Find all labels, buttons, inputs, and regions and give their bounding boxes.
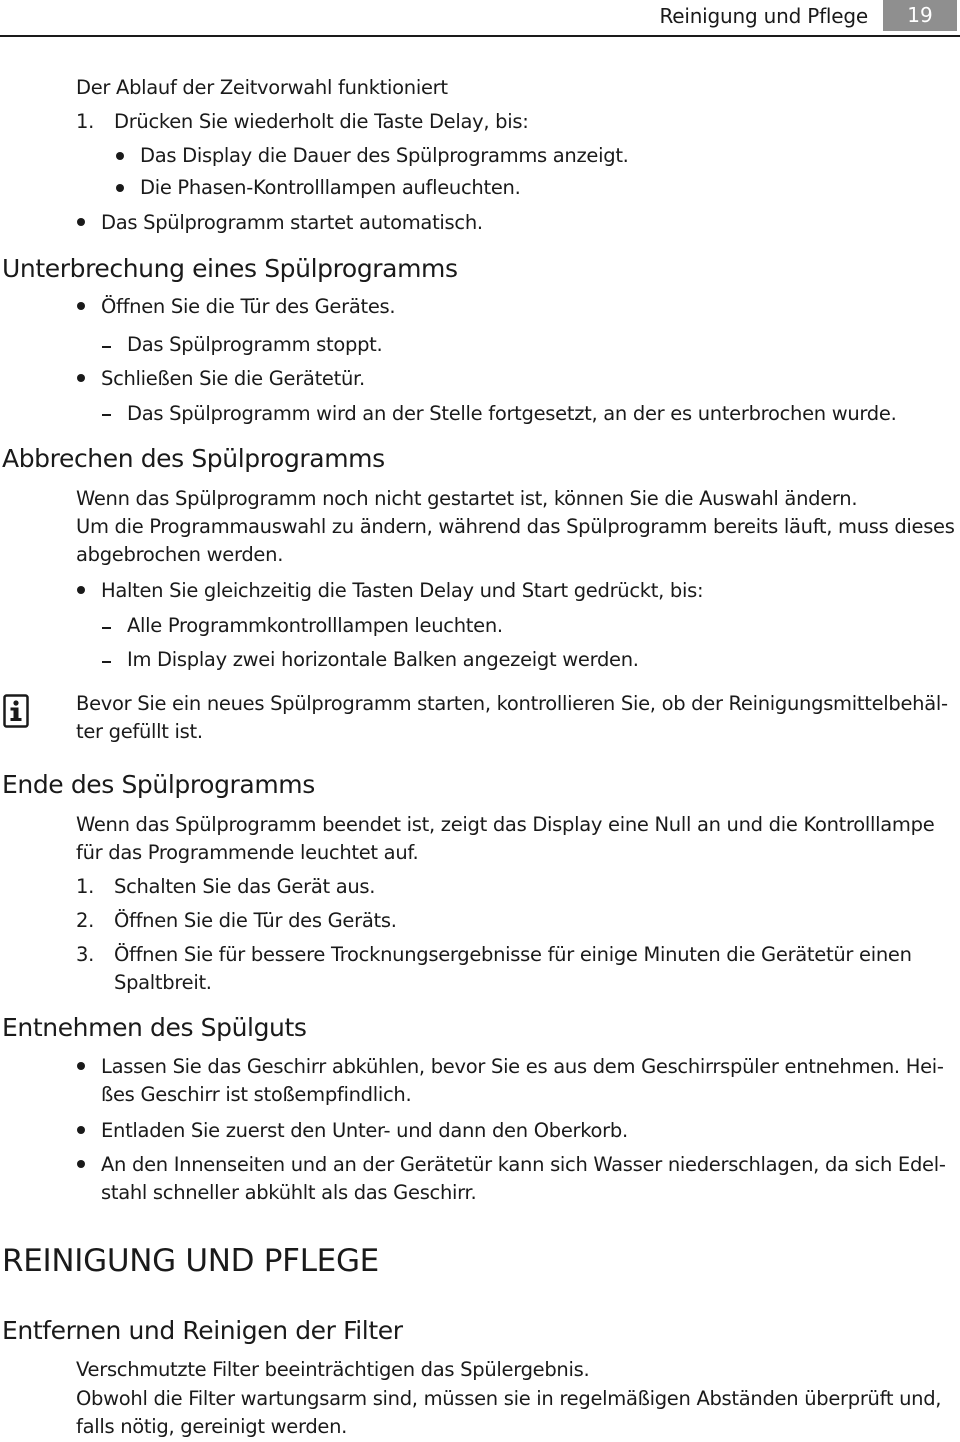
list-item: Halten Sie gleichzeitig die Tasten Delay und Start gedrückt, bis:: [101, 579, 704, 602]
list-item: Entladen Sie zuerst den Unter- und dann den Oberkorb.: [101, 1119, 628, 1142]
step-number: 1.: [76, 875, 95, 898]
paragraph: Wenn das Spülprogramm noch nicht gestartet ist, können Sie die Auswahl ändern.: [76, 487, 858, 510]
info-icon: [3, 694, 29, 728]
bullet-icon: [77, 218, 85, 226]
paragraph: falls nötig, gereinigt werden.: [76, 1415, 348, 1438]
dash-icon: [102, 414, 111, 416]
dash-icon: [102, 346, 111, 348]
page-number-box: [883, 0, 957, 31]
bullet-icon: [77, 586, 85, 594]
section-heading: Ende des Spülprogramms: [2, 770, 315, 799]
bullet-icon: [77, 1126, 85, 1134]
bullet-icon: [77, 1062, 85, 1070]
list-item: ßes Geschirr ist stoßempfindlich.: [101, 1083, 412, 1106]
list-item: Die Phasen-Kontrolllampen aufleuchten.: [140, 176, 521, 199]
delay-intro: Der Ablauf der Zeitvorwahl funktioniert: [76, 76, 448, 99]
step-number: 3.: [76, 943, 95, 966]
list-item: stahl schneller abkühlt als das Geschirr.: [101, 1181, 477, 1204]
section-heading: Abbrechen des Spülprogramms: [2, 444, 385, 473]
dash-icon: [102, 661, 111, 663]
step-text: Öffnen Sie die Tür des Geräts.: [114, 909, 397, 932]
list-item: Lassen Sie das Geschirr abkühlen, bevor Sie es aus dem Geschirrspüler entnehmen. Hei-: [101, 1055, 944, 1078]
step-text: Spaltbreit.: [114, 971, 212, 994]
dash-icon: [102, 627, 111, 629]
list-item: Öffnen Sie die Tür des Gerätes.: [101, 295, 396, 318]
bullet-icon: [116, 152, 124, 160]
list-item: Das Display die Dauer des Spülprogramms anzeigt.: [140, 144, 629, 167]
chapter-heading: REINIGUNG UND PFLEGE: [2, 1243, 379, 1279]
list-item: Das Spülprogramm wird an der Stelle fortgesetzt, an der es unterbrochen wurde.: [127, 402, 897, 425]
paragraph: Um die Programmauswahl zu ändern, während das Spülprogramm bereits läuft, muss dieses: [76, 515, 955, 538]
paragraph: abgebrochen werden.: [76, 543, 284, 566]
header-title: Reinigung und Pflege: [659, 4, 868, 28]
paragraph: Verschmutzte Filter beeinträchtigen das Spülergebnis.: [76, 1358, 590, 1381]
list-item: Alle Programmkontrolllampen leuchten.: [127, 614, 503, 637]
bullet-icon: [77, 1160, 85, 1168]
list-item: Das Spülprogramm startet automatisch.: [101, 211, 483, 234]
list-item: Das Spülprogramm stoppt.: [127, 333, 383, 356]
info-note: Bevor Sie ein neues Spülprogramm starten, kontrollieren Sie, ob der Reinigungsmittelbehäl-: [76, 692, 948, 715]
section-heading: Entnehmen des Spülguts: [2, 1013, 307, 1042]
list-item: Schließen Sie die Gerätetür.: [101, 367, 365, 390]
step-number: 1.: [76, 110, 95, 133]
paragraph: Obwohl die Filter wartungsarm sind, müssen sie in regelmäßigen Abständen überprüft und,: [76, 1387, 942, 1410]
list-item: Im Display zwei horizontale Balken angezeigt werden.: [127, 648, 639, 671]
bullet-icon: [77, 374, 85, 382]
info-note: ter gefüllt ist.: [76, 720, 203, 743]
step-text: Schalten Sie das Gerät aus.: [114, 875, 376, 898]
header-rule: [0, 35, 960, 37]
section-heading: Unterbrechung eines Spülprogramms: [2, 254, 458, 283]
step-text: Öffnen Sie für bessere Trocknungsergebnisse für einige Minuten die Gerätetür einen: [114, 943, 912, 966]
step-text: Drücken Sie wiederholt die Taste Delay, bis:: [114, 110, 529, 133]
list-item: An den Innenseiten und an der Gerätetür kann sich Wasser niederschlagen, da sich Edel-: [101, 1153, 946, 1176]
section-heading: Entfernen und Reinigen der Filter: [2, 1316, 403, 1345]
bullet-icon: [116, 184, 124, 192]
step-number: 2.: [76, 909, 95, 932]
bullet-icon: [77, 302, 85, 310]
paragraph: Wenn das Spülprogramm beendet ist, zeigt das Display eine Null an und die Kontrolllampe: [76, 813, 935, 836]
page-number: 19: [907, 3, 933, 27]
paragraph: für das Programmende leuchtet auf.: [76, 841, 419, 864]
